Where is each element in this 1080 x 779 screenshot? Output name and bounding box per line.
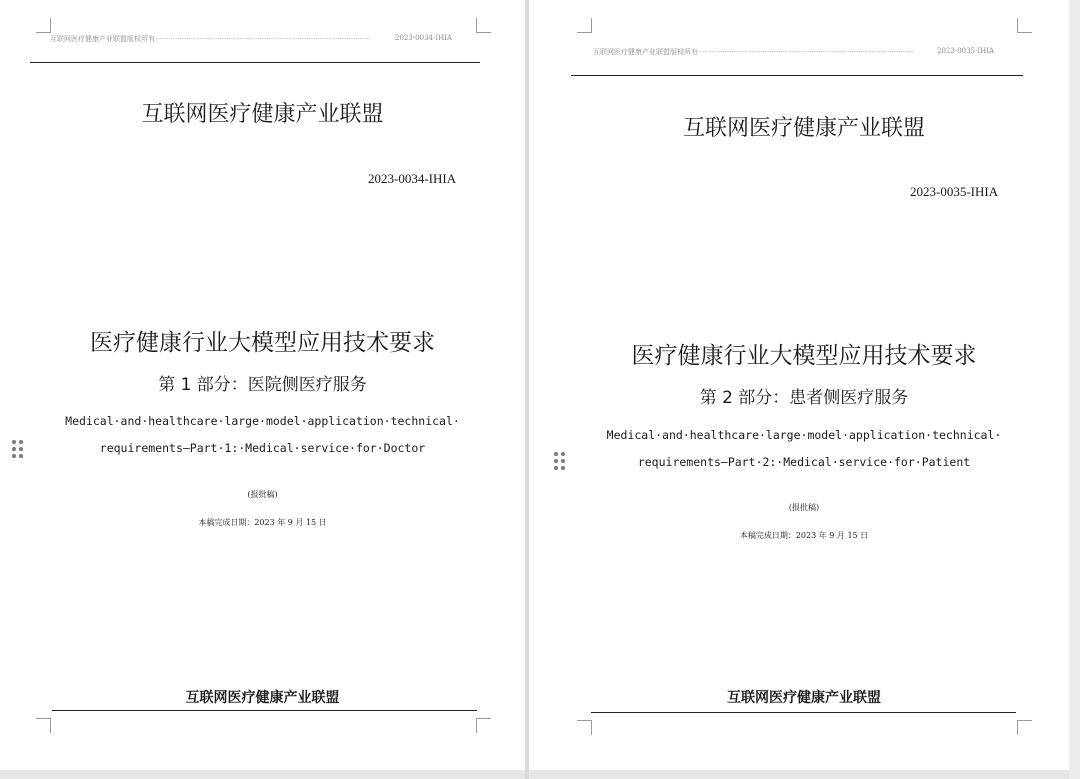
draft-label: (报批稿) — [247, 490, 278, 499]
page-header: 互联网医疗健康产业联盟版权所有································································································· — [593, 48, 914, 56]
crop-mark-icon — [1017, 720, 1032, 735]
crop-mark-icon — [577, 18, 592, 33]
org-title: 互联网医疗健康产业联盟 — [141, 102, 384, 127]
header-left-text: 互联网医疗健康产业联盟版权所有 — [50, 35, 155, 43]
crop-mark-icon — [476, 718, 491, 733]
english-title-line-2: requirements—Part·1:·Medical·service·for·Doctor — [99, 441, 426, 455]
doc-number: 2023-0034-IHIA — [368, 171, 457, 186]
footer-rule — [591, 712, 1016, 713]
english-title-line-2: requirements—Part·2:·Medical·service·for·Patient — [637, 455, 971, 469]
footer-org: 互联网医疗健康产业联盟 — [727, 690, 881, 706]
footer-org: 互联网医疗健康产业联盟 — [185, 690, 340, 706]
header-rule — [571, 75, 1023, 76]
sub-title: 第 2 部分：患者侧医疗服务 — [699, 388, 909, 408]
english-title-line-1: Medical·and·healthcare·large·model·application·technical· — [606, 428, 1002, 442]
header-right-text: 2023-0034-IHIA — [395, 34, 453, 42]
org-title: 互联网医疗健康产业联盟 — [682, 116, 925, 141]
page-header: 互联网医疗健康产业联盟版权所有································································································· — [50, 35, 371, 43]
window-edge — [1069, 0, 1080, 779]
crop-mark-icon — [36, 718, 51, 733]
draft-label: (报批稿) — [788, 503, 820, 512]
completion-date: 本稿完成日期：2023 年 9 月 15 日 — [198, 518, 327, 527]
main-title: 医疗健康行业大模型应用技术要求 — [631, 343, 977, 369]
drag-handle-icon[interactable] — [12, 440, 24, 460]
header-rule — [30, 62, 480, 63]
sub-title: 第 1 部分：医院侧医疗服务 — [158, 375, 367, 395]
crop-mark-icon — [1017, 18, 1032, 33]
header-right-text: 2023-0035-IHIA — [937, 47, 995, 55]
crop-mark-icon — [577, 720, 592, 735]
document-page-1 — [0, 0, 525, 770]
document-page-2 — [529, 0, 1069, 770]
doc-number: 2023-0035-IHIA — [910, 184, 999, 199]
header-left-text: 互联网医疗健康产业联盟版权所有 — [593, 48, 698, 56]
crop-mark-icon — [476, 18, 491, 33]
crop-mark-icon — [36, 18, 51, 33]
english-title-line-1: Medical·and·healthcare·large·model·application·technical· — [65, 414, 460, 428]
main-title: 医疗健康行业大模型应用技术要求 — [90, 330, 435, 356]
footer-rule — [52, 710, 477, 711]
drag-handle-icon[interactable] — [554, 452, 566, 472]
completion-date: 本稿完成日期：2023 年 9 月 15 日 — [739, 531, 869, 540]
